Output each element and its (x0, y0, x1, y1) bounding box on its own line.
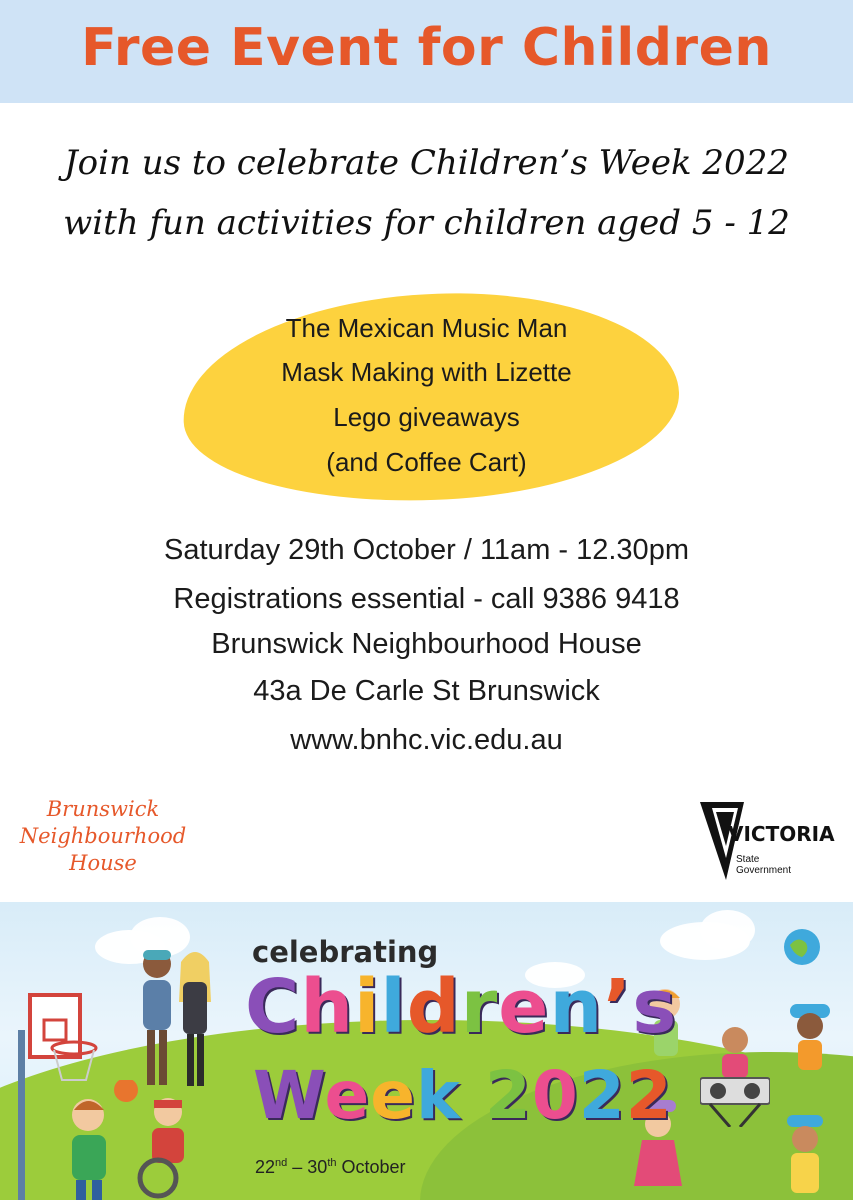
banner-letter: e (498, 964, 550, 1050)
banner-letter: h (300, 964, 354, 1050)
website-link[interactable]: www.bnhc.vic.edu.au (290, 724, 563, 756)
page-title: Free Event for Children (81, 18, 772, 78)
logo-text-line: Neighbourhood (19, 824, 187, 848)
brunswick-neighbourhood-house-logo (18, 796, 188, 877)
banner-letter: 2 (484, 1057, 532, 1134)
header-banner (0, 0, 853, 103)
childrens-week-globe-icon (780, 925, 825, 970)
banner-letter: n (549, 964, 604, 1050)
venue-address: 43a De Carle St Brunswick (253, 675, 600, 707)
banner-letter: l (380, 964, 407, 1050)
banner-letter: 0 (531, 1057, 579, 1134)
banner-letter: 2 (625, 1057, 673, 1134)
logo-text-line: House (69, 851, 137, 875)
banner-letter: e (370, 1057, 416, 1134)
banner-letter: k (415, 1057, 461, 1134)
standing-children-illustration (135, 942, 225, 1092)
child-with-hat-illustration (775, 1115, 835, 1200)
celebrating-label: celebrating (252, 935, 439, 969)
jumping-child-illustration (780, 1000, 840, 1090)
banner-letter: r (460, 964, 499, 1050)
victoria-wordmark: VICTORIA (728, 822, 835, 846)
activity-item: Lego giveaways (333, 402, 520, 432)
registration-info: Registrations essential - call 9386 9418 (173, 583, 680, 615)
banner-letter: e (324, 1057, 371, 1134)
banner-letter: s (632, 964, 678, 1050)
banner-letter (461, 1057, 485, 1134)
activity-item: Mask Making with Lizette (281, 357, 572, 387)
event-datetime: Saturday 29th October / 11am - 12.30pm (164, 534, 689, 566)
banner-letter: d (406, 964, 461, 1050)
banner-letter: W (253, 1057, 325, 1134)
banner-letter: i (354, 964, 381, 1050)
childrens-title (245, 964, 677, 1050)
banner-letter: 2 (578, 1057, 626, 1134)
dj-child-illustration (700, 1022, 770, 1127)
logo-text-line: Brunswick (46, 797, 160, 821)
victoria-sub-line: State (736, 854, 760, 865)
venue-name: Brunswick Neighbourhood House (211, 628, 642, 660)
victoria-state-government-logo (698, 800, 843, 884)
activity-item: (and Coffee Cart) (326, 447, 527, 477)
cloud (700, 910, 755, 950)
intro-line-2: with fun activities for children aged 5 - 12 (63, 203, 790, 243)
week-2022-title (253, 1057, 673, 1134)
intro-line-1: Join us to celebrate Children’s Week 2022 (64, 143, 789, 183)
event-dates: 22nd – 30th October (255, 1157, 406, 1177)
banner-letter: ’ (603, 964, 633, 1050)
activity-item: The Mexican Music Man (285, 313, 568, 343)
wheelchair-child-illustration (128, 1090, 208, 1200)
victoria-sub-line: Government (736, 865, 792, 876)
banner-letter: C (245, 964, 301, 1050)
